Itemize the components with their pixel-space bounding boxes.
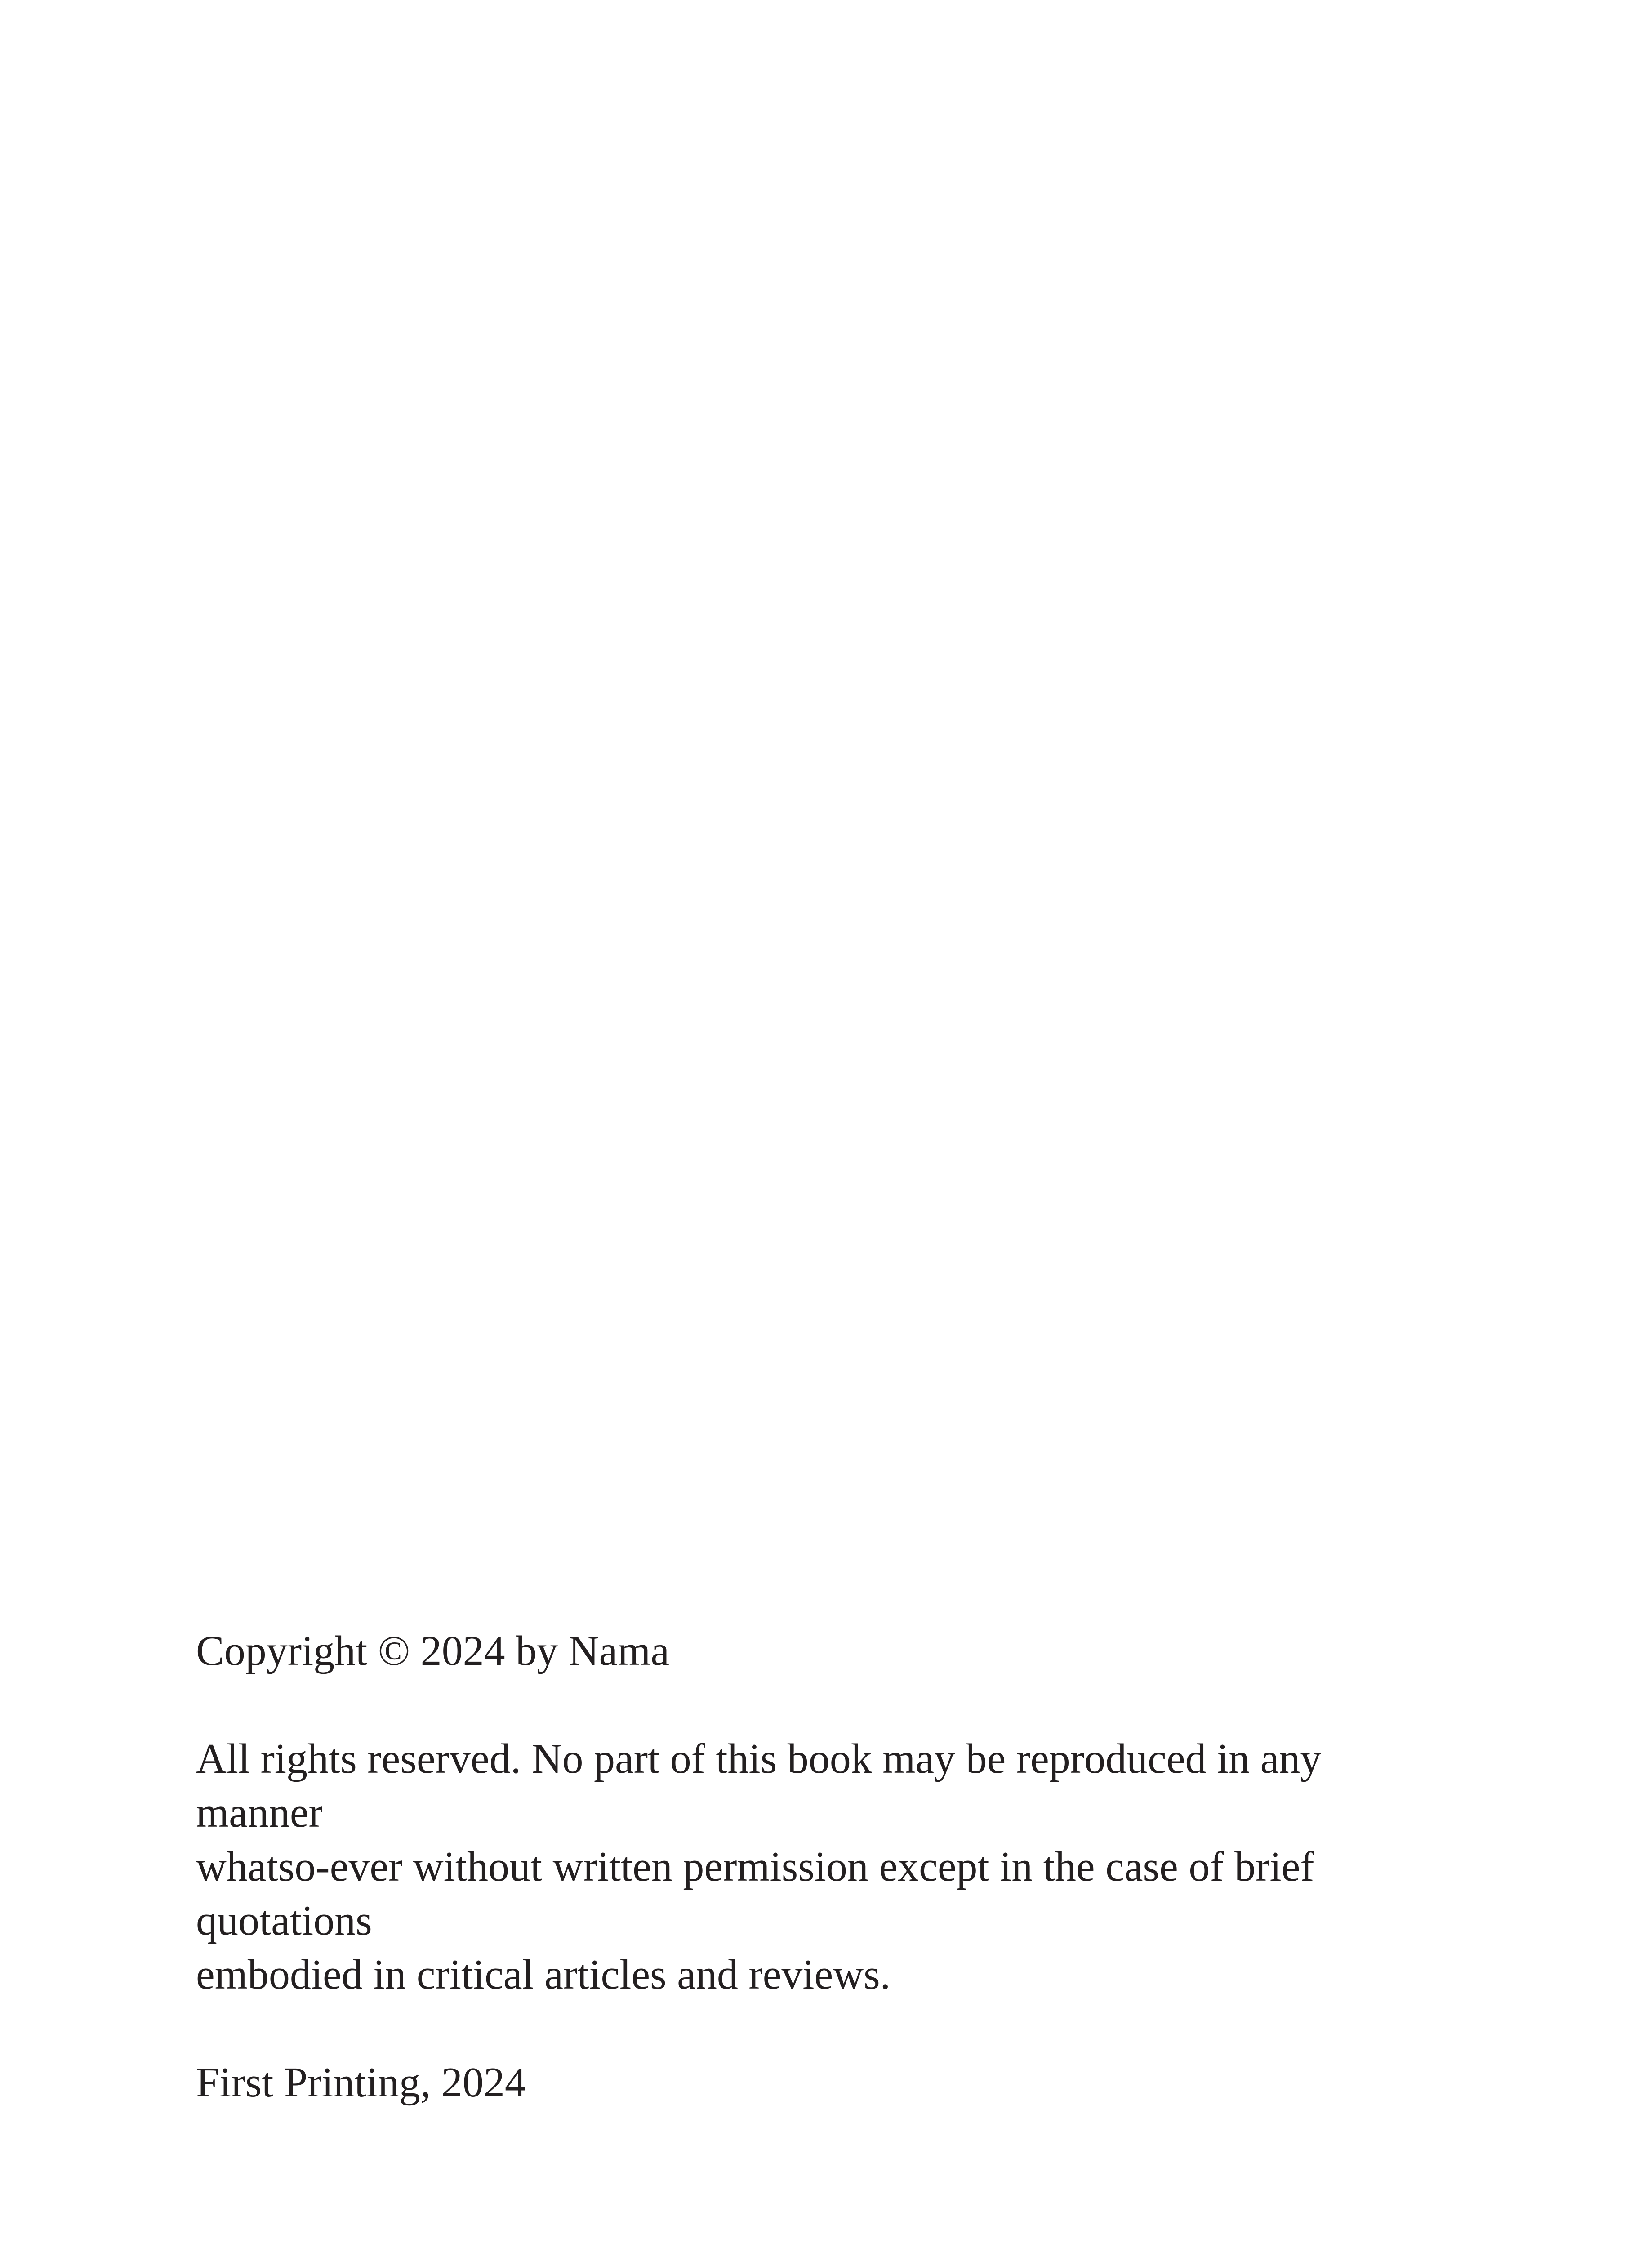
rights-statement-line-2: manner [196, 1789, 323, 1836]
paragraph-spacer [196, 2002, 1464, 2056]
paragraph-spacer [196, 1678, 1464, 1732]
printing-notice: First Printing, 2024 [196, 2059, 526, 2106]
copyright-notice: Copyright © 2024 by Nama [196, 1628, 670, 1674]
rights-statement-line-1: All rights reserved. No part of this book may be reproduced in any [196, 1735, 1322, 1782]
rights-statement-line-5: embodied in critical articles and reviews. [196, 1951, 891, 1998]
rights-statement-line-3: whatso-ever without written permission except in the case of brief [196, 1843, 1314, 1890]
rights-statement-line-4: quotations [196, 1897, 372, 1944]
copyright-text-block [196, 1624, 1464, 2110]
